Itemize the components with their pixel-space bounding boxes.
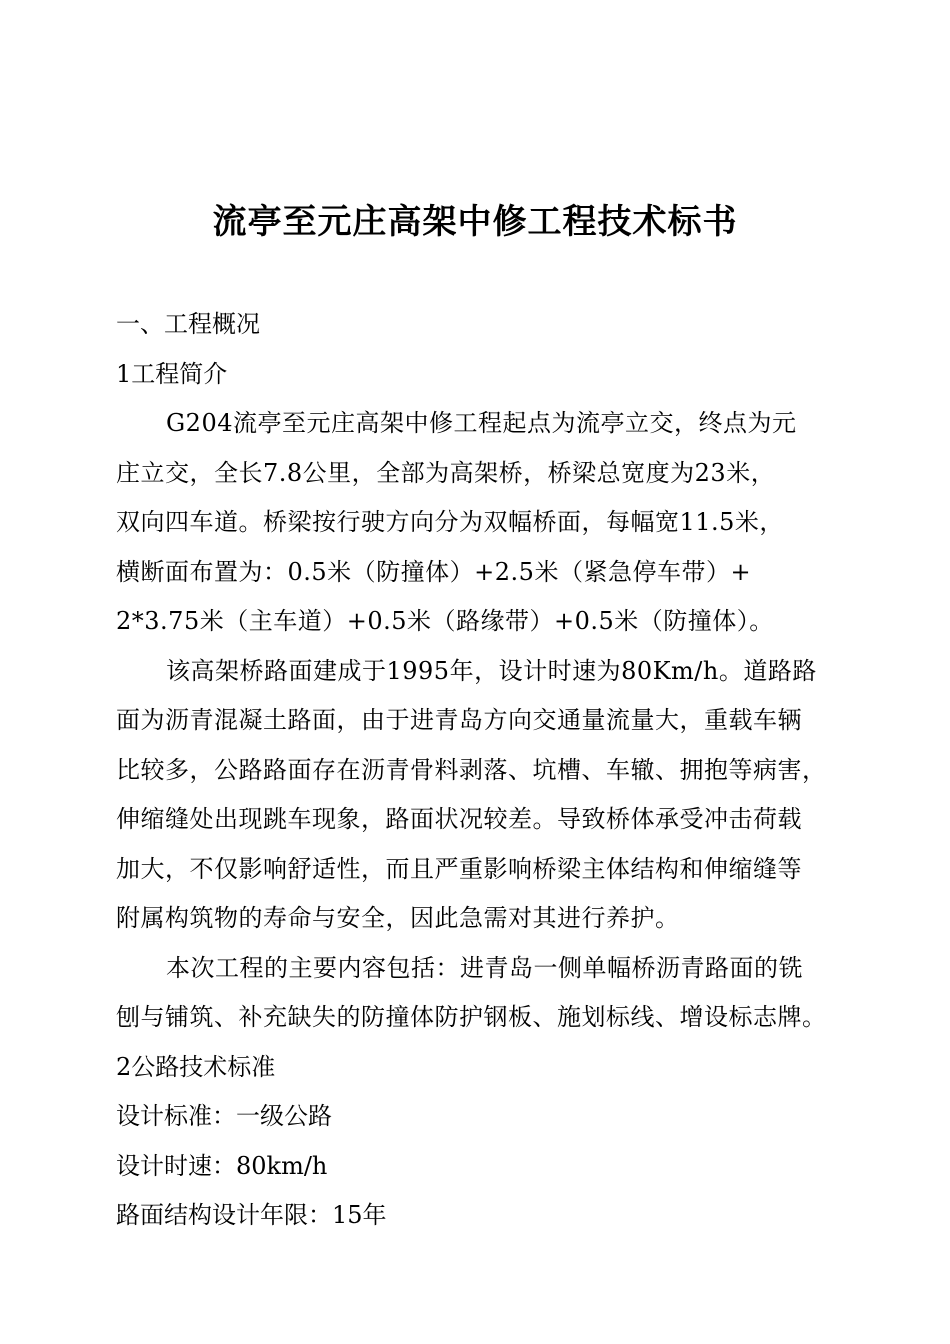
text-line: 伸缩缝处出现跳车现象，路面状况较差。导致桥体承受冲击荷载 (116, 805, 802, 833)
section-heading-overview: 一、工程概况 (116, 310, 260, 338)
paragraph-project-intro (116, 399, 838, 647)
text-line: 双向四车道。桥梁按行驶方向分为双幅桥面，每幅宽11.5米， (116, 508, 784, 536)
subsection-heading-standards: 2公路技术标准 (116, 1052, 276, 1081)
document-title: 流亭至元庄高架中修工程技术标书 (212, 202, 738, 242)
text-line: 加大，不仅影响舒适性，而且严重影响桥梁主体结构和伸缩缝等 (116, 854, 802, 883)
text-line: 本次工程的主要内容包括：进青岛一侧单幅桥沥青路面的铣 (166, 953, 803, 982)
text-line: 刨与铺筑、补充缺失的防撞体防护钢板、施划标线、增设标志牌。 (116, 1003, 827, 1031)
text-line: 面为沥青混凝土路面，由于进青岛方向交通量流量大，重载车辆 (116, 706, 802, 734)
text-line: G204流亭至元庄高架中修工程起点为流亭立交，终点为元 (166, 409, 797, 437)
text-line: 庄立交，全长7.8公里，全部为高架桥，桥梁总宽度为23米， (116, 458, 776, 487)
standard-design-life: 路面结构设计年限：15年 (116, 1201, 387, 1229)
text-line: 横断面布置为：0.5米（防撞体）+2.5米（紧急停车带）+ (116, 557, 752, 586)
text-line: 比较多，公路路面存在沥青骨料剥落、坑槽、车辙、拥抱等病害， (116, 755, 827, 784)
text-line: 该高架桥路面建成于1995年，设计时速为80Km/h。道路路 (166, 656, 817, 685)
paragraph-scope (116, 944, 838, 1043)
standard-design-grade: 设计标准：一级公路 (116, 1102, 332, 1130)
text-line: 2*3.75米（主车道）+0.5米（路缘带）+0.5米（防撞体）。 (116, 607, 774, 635)
subsection-heading-intro: 1工程简介 (116, 359, 228, 388)
document-body (116, 300, 838, 1241)
standard-design-speed: 设计时速：80km/h (116, 1151, 328, 1180)
text-line: 附属构筑物的寿命与安全，因此急需对其进行养护。 (116, 904, 680, 932)
paragraph-road-condition (116, 647, 838, 944)
